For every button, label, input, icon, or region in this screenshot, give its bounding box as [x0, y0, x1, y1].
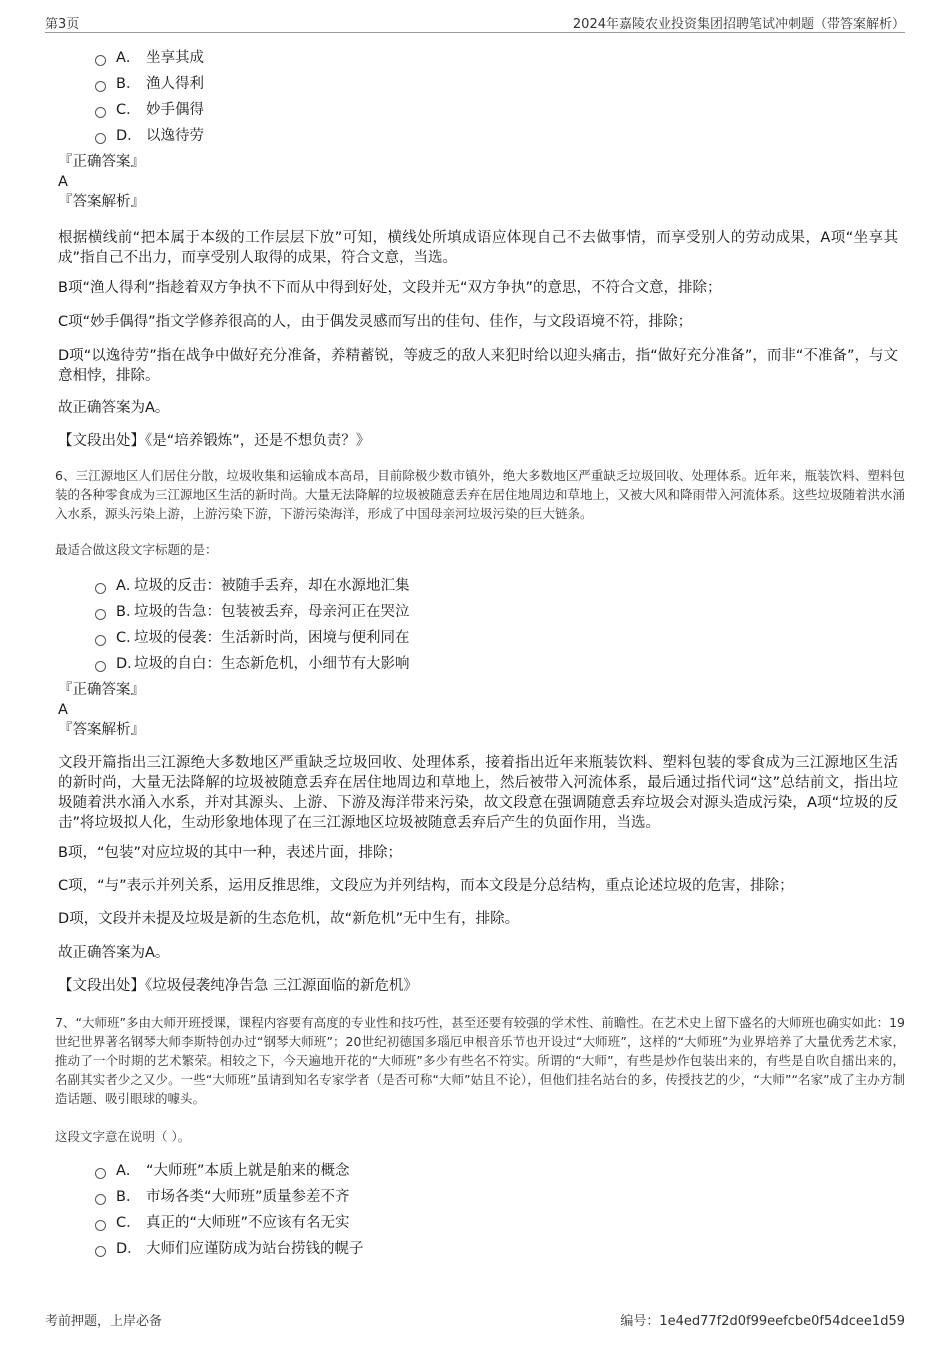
radio-icon[interactable] — [95, 107, 106, 118]
footer-slogan: 考前押题，上岸必备 — [45, 1314, 163, 1329]
q7-option-b[interactable]: B． 市场各类“大师班”质量参差不齐 — [95, 1184, 364, 1210]
radio-icon[interactable] — [95, 635, 106, 646]
radio-icon[interactable] — [95, 1246, 106, 1257]
q5-analysis-b: B项“渔人得利”指趁着双方争执不下而从中得到好处，文段并无“双方争执”的意思，不符合文意，排除； — [58, 280, 722, 296]
radio-icon[interactable] — [95, 1194, 106, 1205]
q6-option-b[interactable]: B． 垃圾的告急：包装被丢弃，母亲河正在哭泣 — [95, 599, 410, 625]
q6-analysis-c: C项，“与”表示并列关系，运用反推思维，文段应为并列结构，而本文段是分总结构，重点论述垃圾的危害，排除； — [58, 878, 794, 894]
radio-icon[interactable] — [95, 1220, 106, 1231]
q6-analysis-d: D项，文段并未提及垃圾是新的生态危机，故“新危机”无中生有，排除。 — [58, 911, 520, 927]
radio-icon[interactable] — [95, 609, 106, 620]
q6-options — [95, 573, 410, 677]
q7-option-c[interactable]: C． 真正的“大师班”不应该有名无实 — [95, 1210, 364, 1236]
q5-analysis-conclusion: 故正确答案为A。 — [58, 400, 170, 416]
q6-analysis-conclusion: 故正确答案为A。 — [58, 945, 170, 961]
page-footer — [45, 1310, 905, 1330]
q6-stem: 6、三江源地区人们居住分散，垃圾收集和运输成本高昂，目前除极少数市镇外，绝大多数地区严重缺乏垃圾回收、处理体系。近年来，瓶装饮料、塑料包装的各种零食成为三江源地区生活的新时尚。大量无法降解的垃圾被随意丢弃在居住地周边和草地上，又被大风和降雨带入河流体系。这些垃圾随着洪水涌入水系，源头污染上游，上游污染下游，下游污染海洋，形成了中国母亲河垃圾污染的巨大链条。 — [55, 468, 906, 521]
radio-icon[interactable] — [95, 133, 106, 144]
q5-option-a[interactable]: A． 坐享其成 — [95, 45, 204, 71]
q6-option-c[interactable]: C． 垃圾的侵袭：生活新时尚，困境与便利同在 — [95, 625, 410, 651]
q7-option-d[interactable]: D． 大师们应谨防成为站台捞钱的幌子 — [95, 1236, 364, 1262]
q5-option-b[interactable]: B． 渔人得利 — [95, 71, 204, 97]
radio-icon[interactable] — [95, 55, 106, 66]
q6-prompt: 最适合做这段文字标题的是： — [55, 542, 218, 557]
q6-answer-label: 『正确答案』 — [58, 682, 145, 698]
q5-option-c[interactable]: C． 妙手偶得 — [95, 97, 204, 123]
q5-answer-label: 『正确答案』 — [58, 154, 145, 170]
q5-analysis-label: 『答案解析』 — [58, 194, 145, 210]
q6-answer: A — [58, 702, 68, 718]
q5-source: 【文段出处】《是“培养锻炼”，还是不想负责？》 — [58, 433, 371, 449]
q5-answer: A — [58, 174, 68, 190]
q5-option-d[interactable]: D． 以逸待劳 — [95, 123, 204, 149]
radio-icon[interactable] — [95, 661, 106, 672]
radio-icon[interactable] — [95, 583, 106, 594]
page-header — [45, 10, 905, 33]
q7-prompt: 这段文字意在说明（ ）。 — [55, 1129, 191, 1144]
q6-option-d[interactable]: D． 垃圾的自白：生态新危机，小细节有大影响 — [95, 651, 410, 677]
radio-icon[interactable] — [95, 1168, 106, 1179]
q7-options — [95, 1158, 364, 1262]
q6-source: 【文段出处】《垃圾侵袭纯净告急 三江源面临的新危机》 — [58, 978, 418, 994]
document-title: 2024年嘉陵农业投资集团招聘笔试冲刺题（带答案解析） — [572, 17, 905, 32]
q6-analysis-a: 文段开篇指出三江源绝大多数地区严重缺乏垃圾回收、处理体系，接着指出近年来瓶装饮料、塑料包装的零食成为三江源地区生活的新时尚，大量无法降解的垃圾被随意丢弃在居住地周边和草地上，然后被带入河流体系，最后通过指代词“这”总结前文，指出垃圾随着洪水涌入水系，并对其源头、上游、下游及海洋带来污染，故文段意在强调随意丢弃垃圾会对源头造成污染，A项“垃圾的反击”将垃圾拟人化，生动形象地体现了在三江源地区垃圾被随意丢弃后产生的负面作用，当选。 — [58, 755, 898, 831]
page-number: 第3页 — [45, 17, 80, 32]
q7-stem: 7、“大师班”多由大师开班授课，课程内容要有高度的专业性和技巧性，甚至还要有较强的学术性、前瞻性。在艺术史上留下盛名的大师班也确实如此：19世纪世界著名钢琴大师李斯特创办过“钢琴大师班”；20世纪初德国多瑙厄申根音乐节也开设过“大师班”，这样的“大师班”为业界培养了大量优秀艺术家，推动了一个时期的艺术繁荣。相较之下，今天遍地开花的“大师班”多少有些名不符实。所谓的“大师”，有些是炒作包装出来的，有些是自吹自擂出来的，名副其实者少之又少。一些“大师班”虽请到知名专家学者（是否可称“大师”姑且不论），但他们挂名站台的多，传授技艺的少，“大师”“名家”成了主办方制造话题、吸引眼球的噱头。 — [55, 1015, 905, 1106]
q6-analysis-b: B项，“包装”对应垃圾的其中一种，表述片面，排除； — [58, 845, 402, 861]
q6-analysis-label: 『答案解析』 — [58, 722, 145, 738]
q5-options — [95, 45, 204, 149]
q5-analysis-c: C项“妙手偶得”指文学修养很高的人，由于偶发灵感而写出的佳句、佳作，与文段语境不符，排除； — [58, 314, 693, 330]
q6-option-a[interactable]: A． 垃圾的反击：被随手丢弃，却在水源地汇集 — [95, 573, 410, 599]
document-id: 编号：1e4ed77f2d0f99eefcbe0f54dcee1d59 — [620, 1314, 905, 1329]
q7-option-a[interactable]: A． “大师班”本质上就是舶来的概念 — [95, 1158, 364, 1184]
radio-icon[interactable] — [95, 81, 106, 92]
q5-analysis-a: 根据横线前“把本属于本级的工作层层下放”可知，横线处所填成语应体现自己不去做事情，而享受别人的劳动成果，A项“坐享其成”指自己不出力，而享受别人取得的成果，符合文意，当选。 — [58, 230, 898, 266]
q5-analysis-d: D项“以逸待劳”指在战争中做好充分准备，养精蓄锐，等疲乏的敌人来犯时给以迎头痛击，指“做好充分准备”，而非“不准备”，与文意相悖，排除。 — [58, 348, 898, 384]
